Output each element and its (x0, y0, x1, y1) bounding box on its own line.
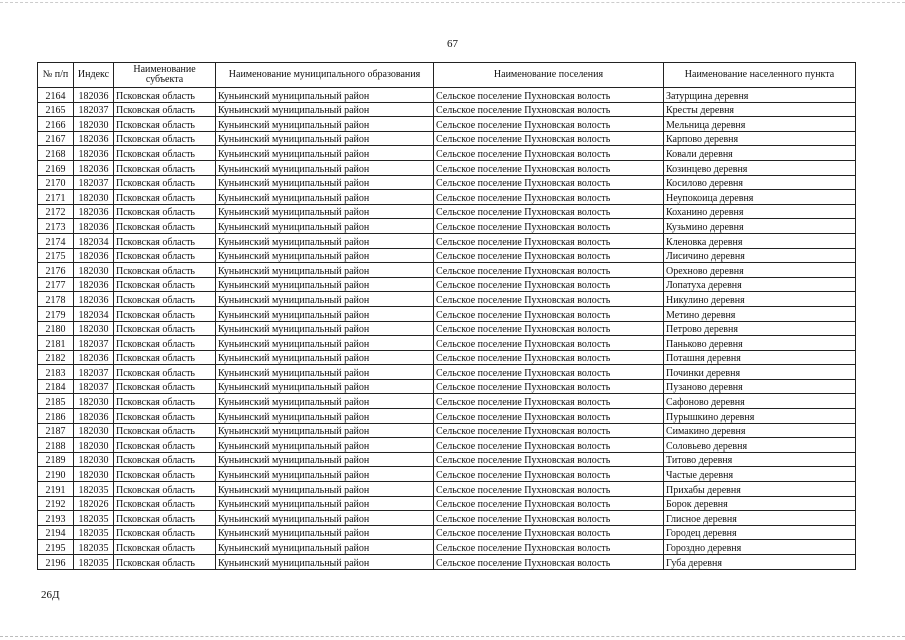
table-row (38, 160, 856, 175)
cell-index: 182034 (74, 306, 114, 321)
cell-locality: Мельница деревня (664, 117, 856, 132)
table-row (38, 117, 856, 132)
cell-settlement: Сельское поселение Пухновская волость (434, 263, 664, 278)
cell-locality: Починки деревня (664, 365, 856, 380)
cell-index: 182035 (74, 511, 114, 526)
cell-subject: Псковская область (114, 248, 216, 263)
cell-municipality: Куньинский муниципальный район (216, 423, 434, 438)
cell-locality: Титово деревня (664, 452, 856, 467)
cell-index: 182036 (74, 160, 114, 175)
cell-subject: Псковская область (114, 452, 216, 467)
cell-municipality: Куньинский муниципальный район (216, 409, 434, 424)
table-row (38, 482, 856, 497)
cell-locality: Орехново деревня (664, 263, 856, 278)
cell-subject: Псковская область (114, 423, 216, 438)
table-row (38, 219, 856, 234)
cell-municipality: Куньинский муниципальный район (216, 204, 434, 219)
cell-number: 2191 (38, 482, 74, 497)
cell-subject: Псковская область (114, 321, 216, 336)
scan-edge-bottom (0, 636, 905, 637)
cell-subject: Псковская область (114, 336, 216, 351)
cell-municipality: Куньинский муниципальный район (216, 379, 434, 394)
cell-settlement: Сельское поселение Пухновская волость (434, 555, 664, 570)
header-municipality: Наименование муниципального образования (216, 63, 434, 88)
cell-index: 182036 (74, 292, 114, 307)
cell-number: 2188 (38, 438, 74, 453)
cell-index: 182036 (74, 409, 114, 424)
footer-code: 26Д (41, 589, 60, 601)
cell-locality: Лисичино деревня (664, 248, 856, 263)
cell-number: 2166 (38, 117, 74, 132)
cell-number: 2180 (38, 321, 74, 336)
cell-number: 2190 (38, 467, 74, 482)
cell-locality: Никулино деревня (664, 292, 856, 307)
cell-number: 2196 (38, 555, 74, 570)
cell-municipality: Куньинский муниципальный район (216, 394, 434, 409)
cell-settlement: Сельское поселение Пухновская волость (434, 160, 664, 175)
cell-subject: Псковская область (114, 190, 216, 205)
cell-number: 2169 (38, 160, 74, 175)
cell-settlement: Сельское поселение Пухновская волость (434, 467, 664, 482)
cell-municipality: Куньинский муниципальный район (216, 88, 434, 103)
cell-number: 2185 (38, 394, 74, 409)
cell-subject: Псковская область (114, 482, 216, 497)
cell-index: 182030 (74, 321, 114, 336)
table-row (38, 511, 856, 526)
cell-locality: Гороздно деревня (664, 540, 856, 555)
cell-settlement: Сельское поселение Пухновская волость (434, 482, 664, 497)
cell-subject: Псковская область (114, 540, 216, 555)
scan-edge-top (0, 2, 905, 3)
cell-municipality: Куньинский муниципальный район (216, 277, 434, 292)
table-row (38, 292, 856, 307)
cell-settlement: Сельское поселение Пухновская волость (434, 379, 664, 394)
cell-number: 2177 (38, 277, 74, 292)
cell-subject: Псковская область (114, 511, 216, 526)
cell-number: 2186 (38, 409, 74, 424)
cell-number: 2170 (38, 175, 74, 190)
cell-locality: Пузаново деревня (664, 379, 856, 394)
cell-subject: Псковская область (114, 263, 216, 278)
cell-locality: Соловьево деревня (664, 438, 856, 453)
cell-locality: Косилово деревня (664, 175, 856, 190)
cell-municipality: Куньинский муниципальный район (216, 306, 434, 321)
cell-settlement: Сельское поселение Пухновская волость (434, 146, 664, 161)
cell-index: 182037 (74, 175, 114, 190)
cell-municipality: Куньинский муниципальный район (216, 146, 434, 161)
cell-number: 2192 (38, 496, 74, 511)
cell-settlement: Сельское поселение Пухновская волость (434, 409, 664, 424)
cell-number: 2179 (38, 306, 74, 321)
page-number: 67 (447, 38, 458, 50)
table-row (38, 190, 856, 205)
header-number: № п/п (38, 63, 74, 88)
cell-subject: Псковская область (114, 496, 216, 511)
cell-subject: Псковская область (114, 350, 216, 365)
cell-index: 182034 (74, 233, 114, 248)
cell-settlement: Сельское поселение Пухновская волость (434, 88, 664, 103)
cell-settlement: Сельское поселение Пухновская волость (434, 233, 664, 248)
cell-municipality: Куньинский муниципальный район (216, 190, 434, 205)
cell-settlement: Сельское поселение Пухновская волость (434, 496, 664, 511)
cell-settlement: Сельское поселение Пухновская волость (434, 190, 664, 205)
table-row (38, 438, 856, 453)
table-body (38, 88, 856, 570)
cell-municipality: Куньинский муниципальный район (216, 102, 434, 117)
table-row (38, 409, 856, 424)
table-row (38, 525, 856, 540)
table-row (38, 555, 856, 570)
table-row (38, 540, 856, 555)
cell-index: 182037 (74, 365, 114, 380)
cell-number: 2167 (38, 131, 74, 146)
cell-index: 182035 (74, 555, 114, 570)
cell-number: 2176 (38, 263, 74, 278)
cell-locality: Неупокоица деревня (664, 190, 856, 205)
cell-municipality: Куньинский муниципальный район (216, 350, 434, 365)
cell-settlement: Сельское поселение Пухновская волость (434, 394, 664, 409)
cell-index: 182026 (74, 496, 114, 511)
cell-locality: Карпово деревня (664, 131, 856, 146)
cell-settlement: Сельское поселение Пухновская волость (434, 365, 664, 380)
cell-locality: Сафоново деревня (664, 394, 856, 409)
cell-settlement: Сельское поселение Пухновская волость (434, 277, 664, 292)
cell-settlement: Сельское поселение Пухновская волость (434, 102, 664, 117)
table-row (38, 452, 856, 467)
cell-settlement: Сельское поселение Пухновская волость (434, 336, 664, 351)
cell-settlement: Сельское поселение Пухновская волость (434, 204, 664, 219)
table-row (38, 277, 856, 292)
table-row (38, 131, 856, 146)
cell-number: 2183 (38, 365, 74, 380)
cell-index: 182030 (74, 467, 114, 482)
cell-settlement: Сельское поселение Пухновская волость (434, 131, 664, 146)
cell-index: 182037 (74, 379, 114, 394)
cell-subject: Псковская область (114, 131, 216, 146)
cell-municipality: Куньинский муниципальный район (216, 540, 434, 555)
cell-number: 2165 (38, 102, 74, 117)
cell-settlement: Сельское поселение Пухновская волость (434, 219, 664, 234)
cell-subject: Псковская область (114, 306, 216, 321)
cell-settlement: Сельское поселение Пухновская волость (434, 117, 664, 132)
cell-number: 2189 (38, 452, 74, 467)
cell-settlement: Сельское поселение Пухновская волость (434, 540, 664, 555)
cell-index: 182035 (74, 482, 114, 497)
cell-settlement: Сельское поселение Пухновская волость (434, 438, 664, 453)
cell-locality: Кресты деревня (664, 102, 856, 117)
cell-settlement: Сельское поселение Пухновская волость (434, 175, 664, 190)
header-locality: Наименование населенного пункта (664, 63, 856, 88)
table-row (38, 365, 856, 380)
cell-settlement: Сельское поселение Пухновская волость (434, 511, 664, 526)
header-subject: Наименование субъекта (114, 63, 216, 88)
cell-municipality: Куньинский муниципальный район (216, 511, 434, 526)
cell-settlement: Сельское поселение Пухновская волость (434, 321, 664, 336)
cell-subject: Псковская область (114, 555, 216, 570)
cell-index: 182030 (74, 117, 114, 132)
cell-index: 182030 (74, 423, 114, 438)
cell-locality: Кузьмино деревня (664, 219, 856, 234)
cell-municipality: Куньинский муниципальный район (216, 292, 434, 307)
cell-index: 182036 (74, 277, 114, 292)
table-row (38, 467, 856, 482)
cell-municipality: Куньинский муниципальный район (216, 438, 434, 453)
table-row (38, 146, 856, 161)
table-row (38, 336, 856, 351)
table-row (38, 204, 856, 219)
cell-index: 182036 (74, 146, 114, 161)
cell-index: 182036 (74, 219, 114, 234)
cell-subject: Псковская область (114, 117, 216, 132)
cell-subject: Псковская область (114, 175, 216, 190)
cell-municipality: Куньинский муниципальный район (216, 131, 434, 146)
cell-subject: Псковская область (114, 409, 216, 424)
cell-number: 2178 (38, 292, 74, 307)
cell-municipality: Куньинский муниципальный район (216, 452, 434, 467)
table-row (38, 263, 856, 278)
cell-locality: Глисное деревня (664, 511, 856, 526)
cell-index: 182037 (74, 336, 114, 351)
cell-index: 182030 (74, 190, 114, 205)
cell-settlement: Сельское поселение Пухновская волость (434, 423, 664, 438)
cell-locality: Козинцево деревня (664, 160, 856, 175)
header-index: Индекс (74, 63, 114, 88)
cell-subject: Псковская область (114, 525, 216, 540)
table-row (38, 379, 856, 394)
cell-number: 2182 (38, 350, 74, 365)
cell-locality: Затурщина деревня (664, 88, 856, 103)
cell-locality: Губа деревня (664, 555, 856, 570)
cell-index: 182036 (74, 204, 114, 219)
cell-index: 182030 (74, 263, 114, 278)
cell-settlement: Сельское поселение Пухновская волость (434, 525, 664, 540)
table-row (38, 233, 856, 248)
table-row (38, 248, 856, 263)
cell-municipality: Куньинский муниципальный район (216, 365, 434, 380)
cell-municipality: Куньинский муниципальный район (216, 482, 434, 497)
cell-number: 2164 (38, 88, 74, 103)
cell-municipality: Куньинский муниципальный район (216, 248, 434, 263)
cell-number: 2174 (38, 233, 74, 248)
cell-subject: Псковская область (114, 292, 216, 307)
table-header-row (38, 63, 856, 88)
cell-settlement: Сельское поселение Пухновская волость (434, 292, 664, 307)
cell-subject: Псковская область (114, 394, 216, 409)
cell-locality: Борок деревня (664, 496, 856, 511)
cell-locality: Коханино деревня (664, 204, 856, 219)
cell-subject: Псковская область (114, 219, 216, 234)
table-row (38, 423, 856, 438)
cell-municipality: Куньинский муниципальный район (216, 175, 434, 190)
cell-municipality: Куньинский муниципальный район (216, 233, 434, 248)
cell-number: 2175 (38, 248, 74, 263)
cell-index: 182036 (74, 248, 114, 263)
cell-locality: Городец деревня (664, 525, 856, 540)
cell-subject: Псковская область (114, 277, 216, 292)
cell-locality: Прихабы деревня (664, 482, 856, 497)
cell-locality: Кленовка деревня (664, 233, 856, 248)
cell-municipality: Куньинский муниципальный район (216, 467, 434, 482)
cell-index: 182036 (74, 88, 114, 103)
cell-number: 2194 (38, 525, 74, 540)
cell-locality: Частые деревня (664, 467, 856, 482)
table-row (38, 306, 856, 321)
cell-index: 182030 (74, 394, 114, 409)
cell-number: 2193 (38, 511, 74, 526)
table-row (38, 102, 856, 117)
cell-index: 182035 (74, 525, 114, 540)
table-row (38, 394, 856, 409)
cell-number: 2181 (38, 336, 74, 351)
cell-subject: Псковская область (114, 160, 216, 175)
cell-index: 182030 (74, 438, 114, 453)
cell-locality: Паньково деревня (664, 336, 856, 351)
cell-number: 2172 (38, 204, 74, 219)
cell-municipality: Куньинский муниципальный район (216, 525, 434, 540)
cell-number: 2184 (38, 379, 74, 394)
table-row (38, 350, 856, 365)
cell-index: 182036 (74, 131, 114, 146)
cell-settlement: Сельское поселение Пухновская волость (434, 248, 664, 263)
cell-number: 2173 (38, 219, 74, 234)
cell-locality: Пурышкино деревня (664, 409, 856, 424)
cell-settlement: Сельское поселение Пухновская волость (434, 452, 664, 467)
cell-municipality: Куньинский муниципальный район (216, 321, 434, 336)
cell-index: 182035 (74, 540, 114, 555)
cell-number: 2195 (38, 540, 74, 555)
cell-locality: Ковали деревня (664, 146, 856, 161)
settlements-table (37, 62, 856, 570)
cell-locality: Петрово деревня (664, 321, 856, 336)
table-row (38, 321, 856, 336)
cell-subject: Псковская область (114, 102, 216, 117)
header-settlement: Наименование поселения (434, 63, 664, 88)
cell-municipality: Куньинский муниципальный район (216, 160, 434, 175)
cell-subject: Псковская область (114, 233, 216, 248)
cell-index: 182030 (74, 452, 114, 467)
cell-locality: Симакино деревня (664, 423, 856, 438)
table-row (38, 175, 856, 190)
cell-subject: Псковская область (114, 467, 216, 482)
cell-locality: Поташня деревня (664, 350, 856, 365)
cell-municipality: Куньинский муниципальный район (216, 219, 434, 234)
cell-subject: Псковская область (114, 365, 216, 380)
cell-number: 2168 (38, 146, 74, 161)
cell-municipality: Куньинский муниципальный район (216, 555, 434, 570)
cell-number: 2187 (38, 423, 74, 438)
cell-municipality: Куньинский муниципальный район (216, 336, 434, 351)
cell-settlement: Сельское поселение Пухновская волость (434, 350, 664, 365)
cell-subject: Псковская область (114, 204, 216, 219)
cell-index: 182037 (74, 102, 114, 117)
cell-subject: Псковская область (114, 438, 216, 453)
cell-number: 2171 (38, 190, 74, 205)
cell-municipality: Куньинский муниципальный район (216, 117, 434, 132)
table-row (38, 88, 856, 103)
cell-municipality: Куньинский муниципальный район (216, 496, 434, 511)
table-row (38, 496, 856, 511)
cell-index: 182036 (74, 350, 114, 365)
cell-settlement: Сельское поселение Пухновская волость (434, 306, 664, 321)
cell-subject: Псковская область (114, 379, 216, 394)
cell-municipality: Куньинский муниципальный район (216, 263, 434, 278)
cell-subject: Псковская область (114, 88, 216, 103)
cell-subject: Псковская область (114, 146, 216, 161)
cell-locality: Лопатуха деревня (664, 277, 856, 292)
cell-locality: Метино деревня (664, 306, 856, 321)
